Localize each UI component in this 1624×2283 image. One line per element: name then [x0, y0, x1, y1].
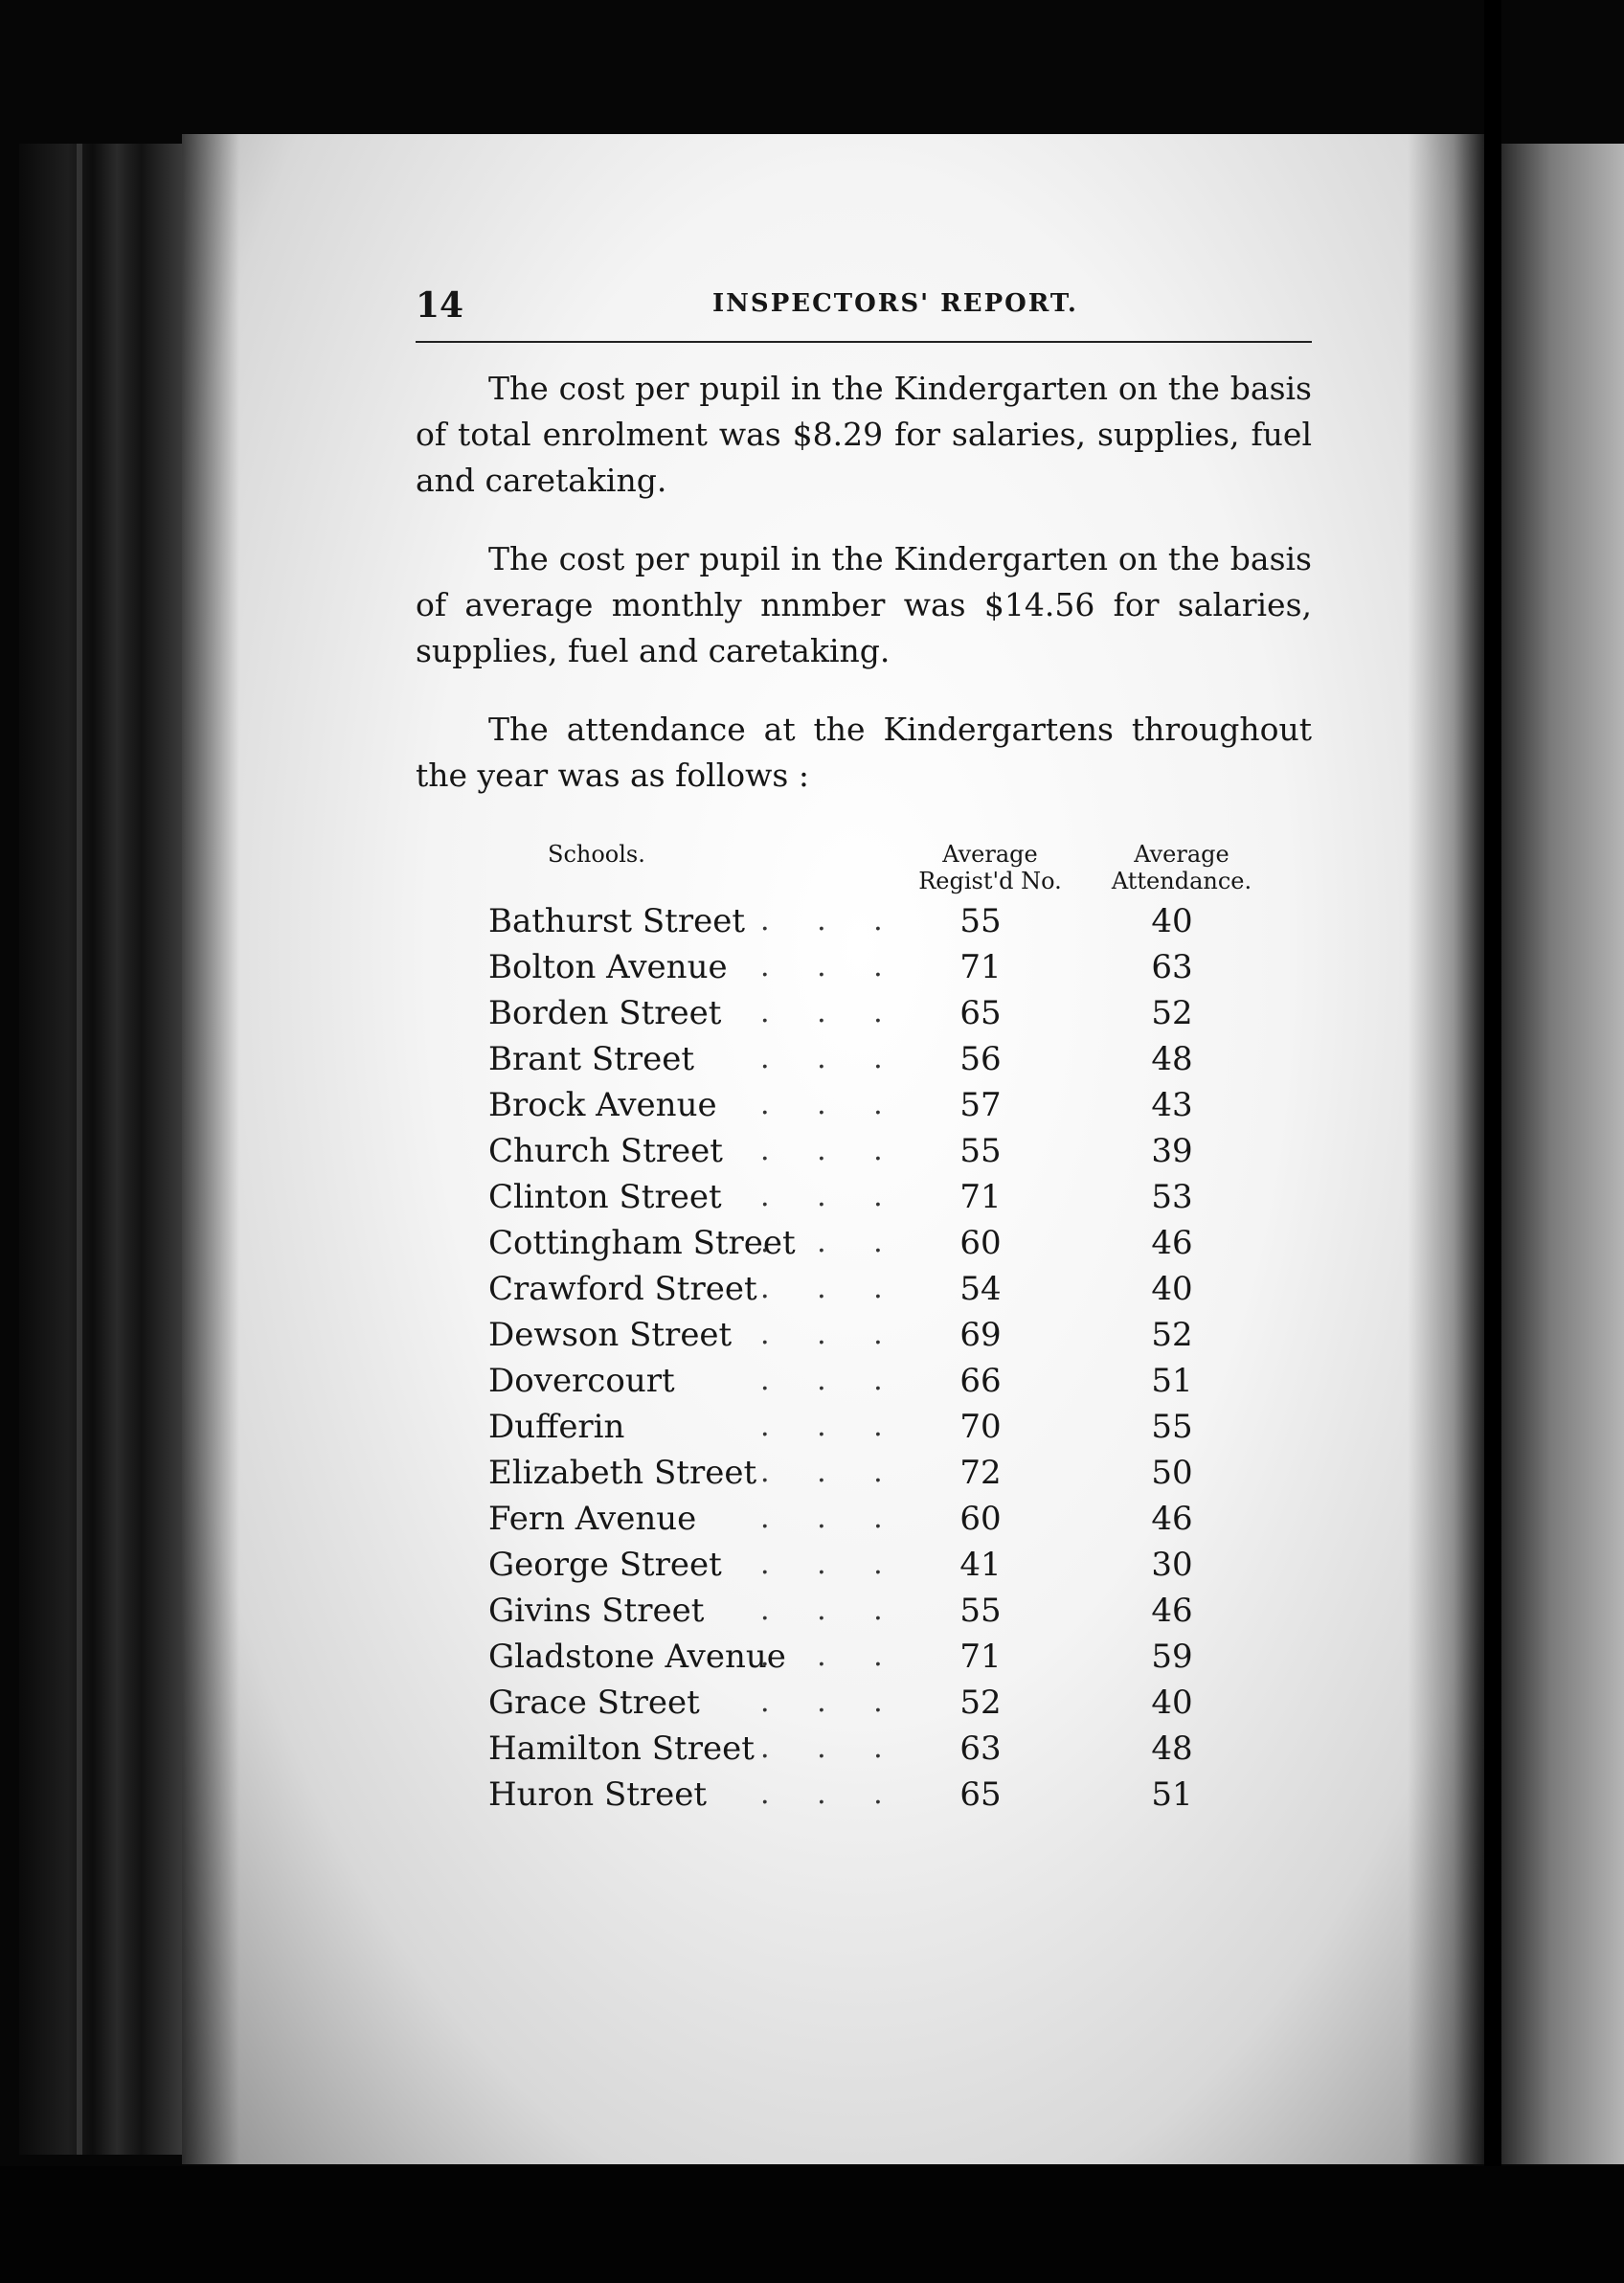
- registered-value: 70: [959, 1408, 1002, 1446]
- table-row: [416, 1036, 1312, 1082]
- registered-value: 57: [959, 1086, 1002, 1124]
- leader-dots: . . .: [760, 1134, 902, 1167]
- leader-dots: . . .: [760, 1502, 902, 1535]
- table-row: [416, 990, 1312, 1036]
- table-row: [416, 944, 1312, 990]
- attendance-value: 48: [1151, 1729, 1193, 1768]
- attendance-value: 51: [1151, 1775, 1193, 1814]
- leader-dots: . . .: [760, 1594, 902, 1627]
- leader-dots: . . .: [760, 1685, 902, 1719]
- school-name: Brant Street: [488, 1040, 694, 1078]
- school-name: Dufferin: [488, 1408, 625, 1446]
- school-name: Hamilton Street: [488, 1729, 755, 1768]
- leader-dots: . . .: [760, 1226, 902, 1259]
- leader-dots: . . .: [760, 1180, 902, 1213]
- registered-value: 69: [959, 1316, 1002, 1354]
- school-name: Bathurst Street: [488, 902, 745, 940]
- school-name: Dewson Street: [488, 1316, 733, 1354]
- attendance-value: 39: [1151, 1132, 1193, 1170]
- registered-value: 63: [959, 1729, 1002, 1768]
- leader-dots: . . .: [760, 1410, 902, 1443]
- school-name: Bolton Avenue: [488, 948, 728, 986]
- column-header-registered: Average Regist'd No.: [918, 841, 1062, 894]
- school-name: Fern Avenue: [488, 1500, 697, 1538]
- registered-value: 55: [959, 1592, 1002, 1630]
- attendance-value: 63: [1151, 948, 1193, 986]
- table-row: [416, 1588, 1312, 1634]
- school-name: Givins Street: [488, 1592, 705, 1630]
- leader-dots: . . .: [760, 1088, 902, 1121]
- registered-value: 71: [959, 948, 1002, 986]
- registered-value: 65: [959, 1775, 1002, 1814]
- leader-dots: . . .: [760, 1456, 902, 1489]
- attendance-table-body: [416, 898, 1312, 1818]
- school-name: Dovercourt: [488, 1362, 675, 1400]
- leader-dots: . . .: [760, 1731, 902, 1765]
- registered-value: 41: [959, 1546, 1002, 1584]
- table-row: [416, 1128, 1312, 1174]
- registered-value: 65: [959, 994, 1002, 1032]
- table-row: [416, 1082, 1312, 1128]
- table-row: [416, 1496, 1312, 1542]
- attendance-value: 51: [1151, 1362, 1193, 1400]
- page-shadow-right: [1408, 134, 1484, 2164]
- table-row: [416, 1680, 1312, 1726]
- school-name: Grace Street: [488, 1684, 700, 1722]
- page-content: [416, 278, 1312, 1818]
- book-gutter: [1484, 0, 1501, 2283]
- school-name: Brock Avenue: [488, 1086, 717, 1124]
- leader-dots: . . .: [760, 996, 902, 1029]
- leader-dots: . . .: [760, 1318, 902, 1351]
- left-page-edges: [19, 144, 182, 2155]
- registered-value: 56: [959, 1040, 1002, 1078]
- registered-value: 55: [959, 902, 1002, 940]
- table-row: [416, 1404, 1312, 1450]
- header-rule: [416, 341, 1312, 343]
- attendance-value: 46: [1151, 1224, 1193, 1262]
- school-name: Borden Street: [488, 994, 722, 1032]
- school-name: George Street: [488, 1546, 722, 1584]
- column-header-attendance: Average Attendance.: [1111, 841, 1252, 894]
- school-name: Church Street: [488, 1132, 723, 1170]
- table-row: [416, 1772, 1312, 1818]
- school-name: Huron Street: [488, 1775, 708, 1814]
- attendance-value: 50: [1151, 1454, 1193, 1492]
- page-shadow-left: [182, 134, 239, 2164]
- page-header: [416, 278, 1312, 326]
- school-name: Clinton Street: [488, 1178, 722, 1216]
- column-header-schools: Schools.: [548, 841, 645, 868]
- attendance-value: 53: [1151, 1178, 1193, 1216]
- attendance-value: 40: [1151, 1684, 1193, 1722]
- school-name: Gladstone Avenue: [488, 1638, 786, 1676]
- attendance-value: 52: [1151, 994, 1193, 1032]
- registered-value: 55: [959, 1132, 1002, 1170]
- registered-value: 52: [959, 1684, 1002, 1722]
- table-row: [416, 1312, 1312, 1358]
- registered-value: 60: [959, 1224, 1002, 1262]
- attendance-table-header: [416, 837, 1312, 898]
- page-number: 14: [416, 285, 464, 326]
- attendance-value: 46: [1151, 1500, 1193, 1538]
- leader-dots: . . .: [760, 1777, 902, 1811]
- table-row: [416, 1542, 1312, 1588]
- attendance-value: 52: [1151, 1316, 1193, 1354]
- school-name: Cottingham Street: [488, 1224, 796, 1262]
- leader-dots: . . .: [760, 950, 902, 983]
- attendance-value: 30: [1151, 1546, 1193, 1584]
- attendance-value: 55: [1151, 1408, 1193, 1446]
- table-row: [416, 1220, 1312, 1266]
- registered-value: 66: [959, 1362, 1002, 1400]
- registered-value: 60: [959, 1500, 1002, 1538]
- running-head: INSPECTORS' REPORT.: [712, 289, 1078, 318]
- registered-value: 71: [959, 1178, 1002, 1216]
- attendance-value: 43: [1151, 1086, 1193, 1124]
- attendance-value: 48: [1151, 1040, 1193, 1078]
- school-name: Elizabeth Street: [488, 1454, 757, 1492]
- attendance-value: 59: [1151, 1638, 1193, 1676]
- paragraph-cost-monthly: The cost per pupil in the Kindergarten on the basis of average monthly nnmber was $14.56 for salaries, supplies, fuel and caretaking.: [416, 540, 1312, 669]
- attendance-value: 46: [1151, 1592, 1193, 1630]
- registered-value: 54: [959, 1270, 1002, 1308]
- table-row: [416, 1174, 1312, 1220]
- facing-page-edge: [1501, 144, 1624, 2164]
- registered-value: 72: [959, 1454, 1002, 1492]
- table-row: [416, 1634, 1312, 1680]
- registered-value: 71: [959, 1638, 1002, 1676]
- leader-dots: . . .: [760, 904, 902, 938]
- attendance-value: 40: [1151, 902, 1193, 940]
- leader-dots: . . .: [760, 1042, 902, 1075]
- scan-bottom-border: [0, 2166, 1624, 2283]
- school-name: Crawford Street: [488, 1270, 757, 1308]
- paragraph-cost-enrolment: The cost per pupil in the Kindergarten on the basis of total enrolment was $8.29 for salaries, supplies, fuel and caretaking.: [416, 370, 1312, 499]
- table-row: [416, 1726, 1312, 1772]
- paragraph-attendance-intro: The attendance at the Kindergartens throughout the year was as follows :: [416, 711, 1312, 794]
- leader-dots: . . .: [760, 1639, 902, 1673]
- table-row: [416, 1450, 1312, 1496]
- table-row: [416, 1266, 1312, 1312]
- table-row: [416, 1358, 1312, 1404]
- attendance-value: 40: [1151, 1270, 1193, 1308]
- leader-dots: . . .: [760, 1272, 902, 1305]
- leader-dots: . . .: [760, 1548, 902, 1581]
- leader-dots: . . .: [760, 1364, 902, 1397]
- table-row: [416, 898, 1312, 944]
